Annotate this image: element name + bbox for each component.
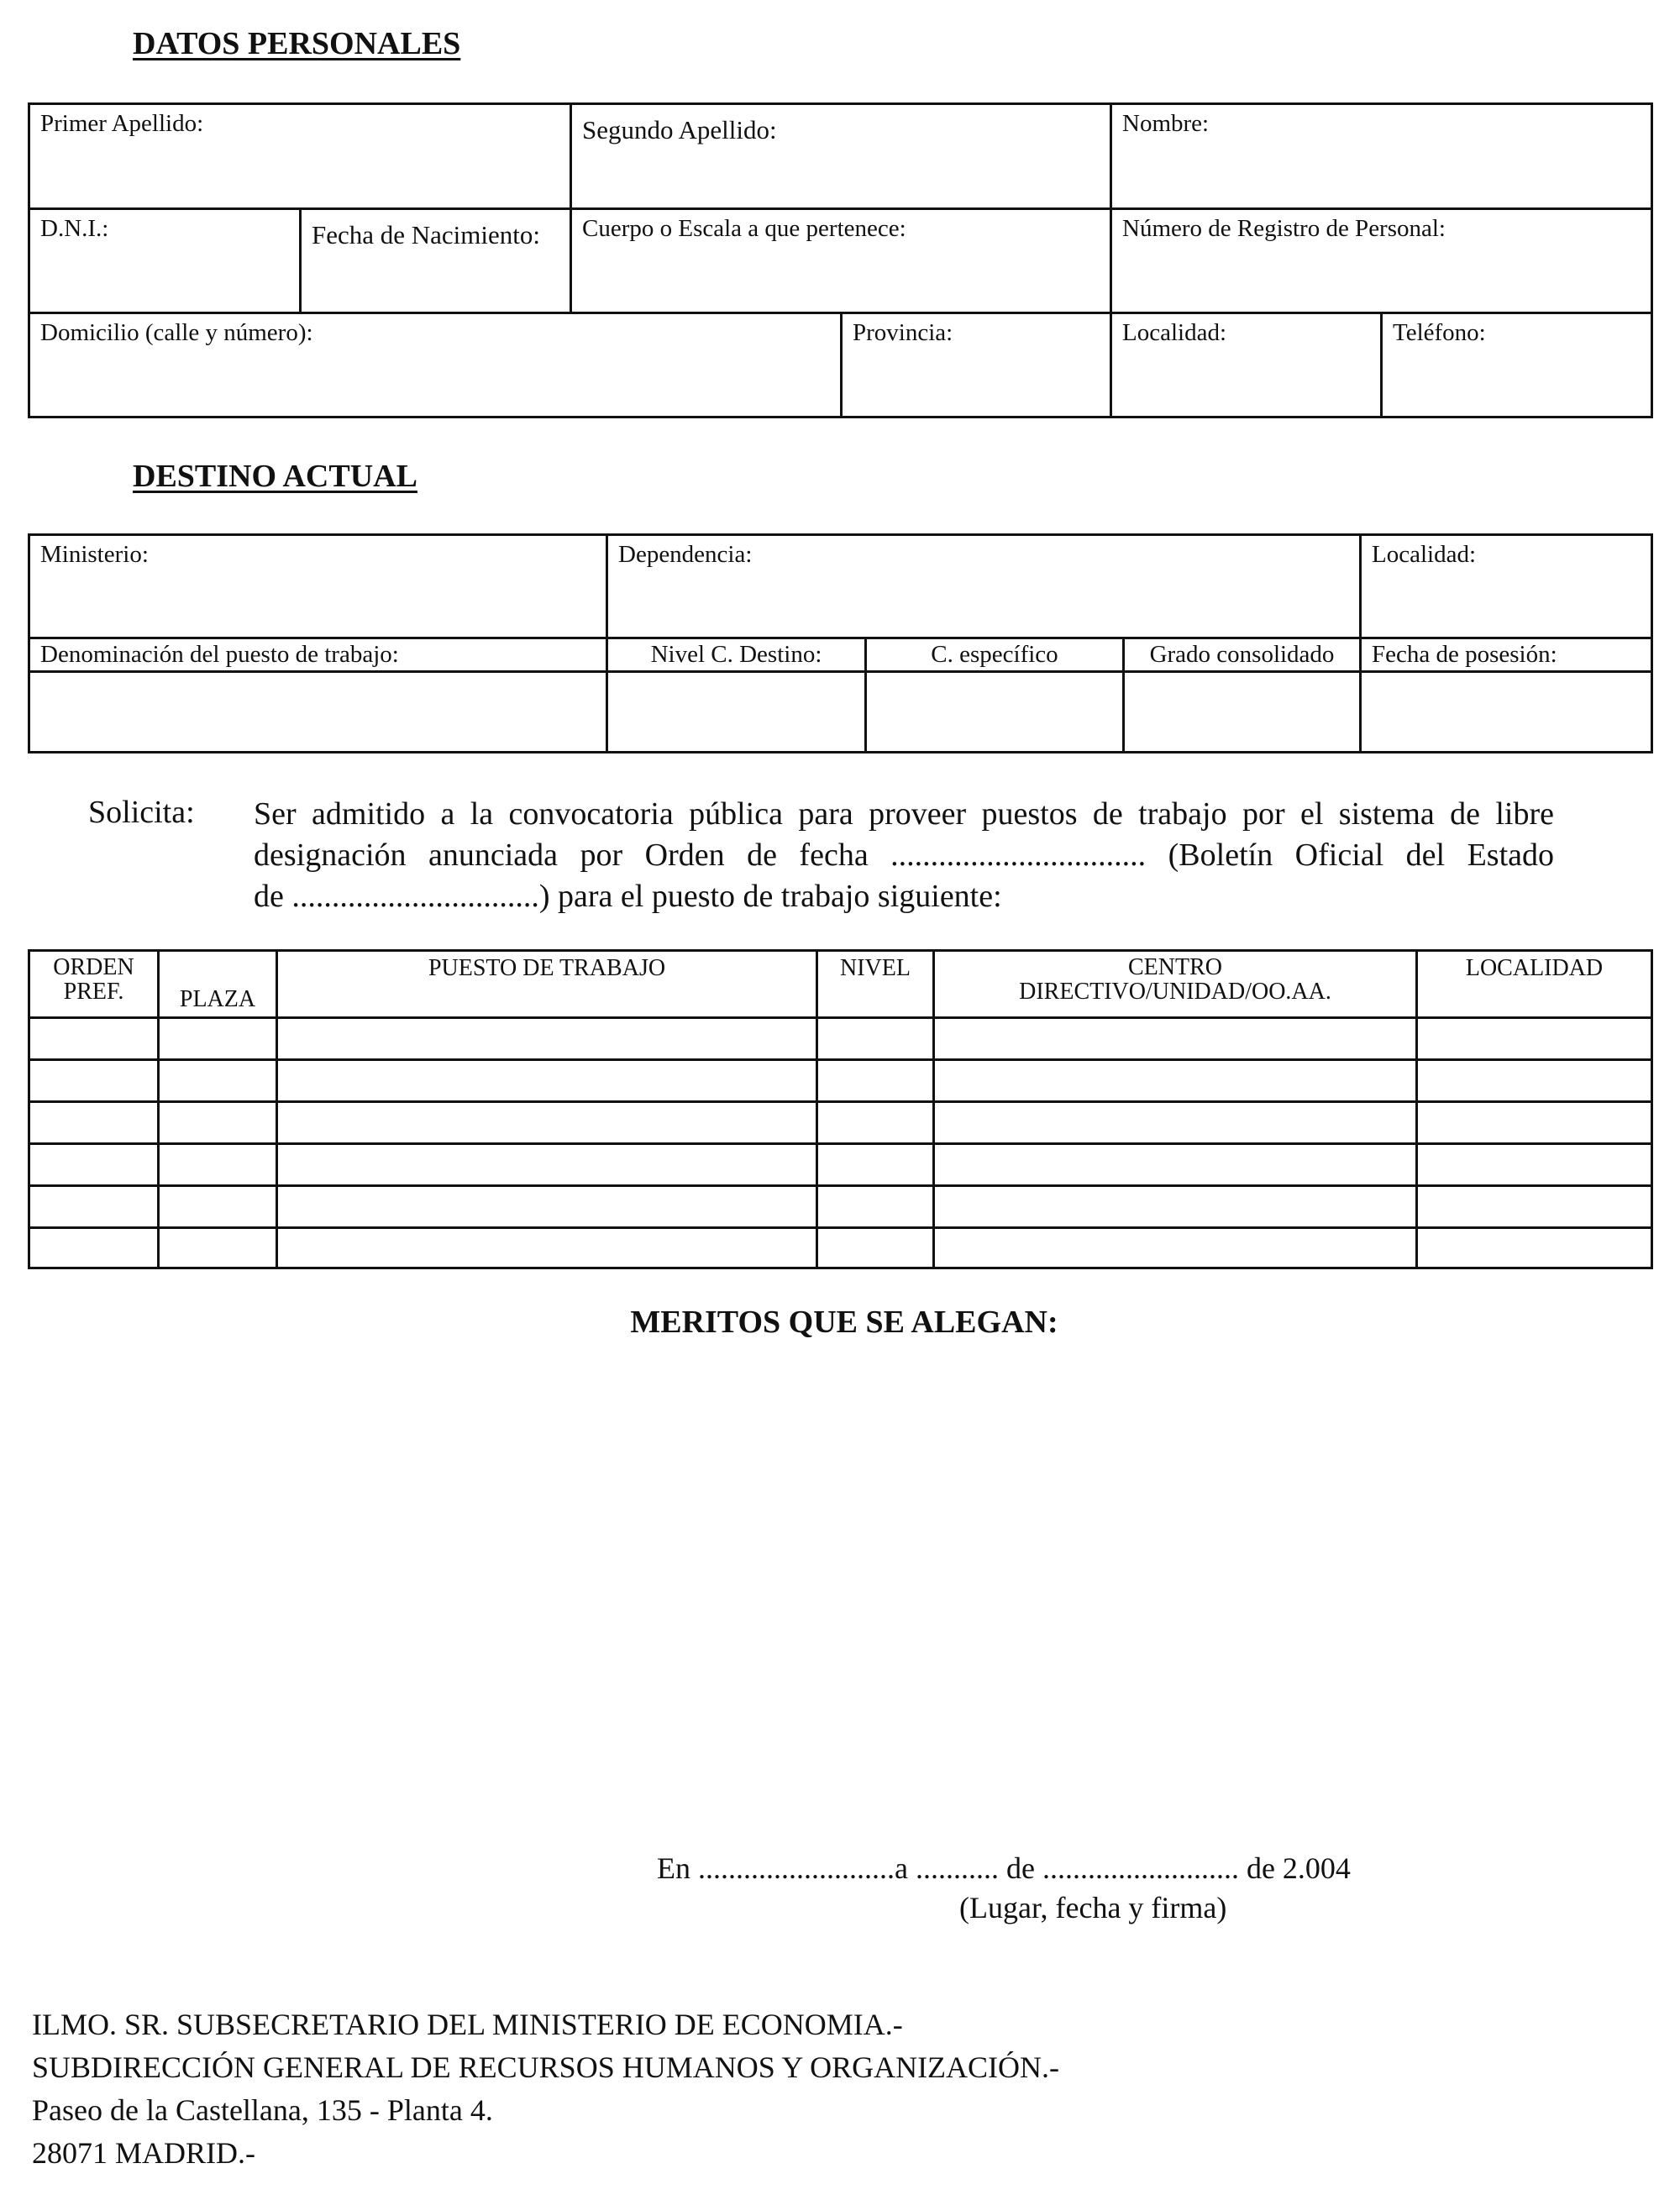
footer-line-2: SUBDIRECCIÓN GENERAL DE RECURSOS HUMANOS Y ORGANIZACIÓN.- — [32, 2050, 1060, 2084]
nivel-cell[interactable] — [817, 1060, 934, 1102]
puesto-cell[interactable] — [277, 1060, 817, 1102]
col-centro-header — [934, 951, 1417, 1018]
puesto-cell[interactable] — [277, 1102, 817, 1144]
nivel-cell[interactable] — [817, 1186, 934, 1228]
localidad-cell[interactable] — [1417, 1186, 1652, 1228]
orden-cell[interactable] — [29, 1144, 159, 1186]
plaza-cell[interactable] — [159, 1018, 277, 1060]
localidad-cell[interactable] — [1417, 1060, 1652, 1102]
solicita-text — [254, 794, 1554, 917]
localidad-destino-field[interactable] — [1361, 535, 1652, 638]
plaza-cell[interactable] — [159, 1102, 277, 1144]
dependencia-label: Dependencia: — [618, 541, 753, 568]
firma-caption: (Lugar, fecha y firma) — [959, 1891, 1227, 1924]
orden-cell[interactable] — [29, 1228, 159, 1268]
col-localidad-label: LOCALIDAD — [1465, 955, 1604, 981]
solicita-line-1: Ser admitido a la convocatoria pública para proveer puestos de trabajo por el sistema de libre — [254, 796, 1554, 832]
centro-cell[interactable] — [934, 1228, 1417, 1268]
solicita-label: Solicita: — [88, 795, 195, 830]
solicita-line-2: designación anunciada por Orden de fecha ................................ (Boletín Oficial del Estado — [254, 837, 1554, 873]
cuerpo-escala-field[interactable] — [571, 209, 1111, 313]
provincia-label: Provincia: — [853, 319, 953, 346]
localidad-cell[interactable] — [1417, 1018, 1652, 1060]
primer-apellido-field[interactable] — [29, 104, 571, 209]
nivel-destino-value[interactable] — [607, 672, 866, 753]
destino-actual-table — [28, 533, 1653, 753]
orden-cell[interactable] — [29, 1060, 159, 1102]
nivel-cell[interactable] — [817, 1102, 934, 1144]
c-especifico-label: C. específico — [931, 641, 1058, 668]
ministerio-label: Ministerio: — [40, 541, 149, 568]
localidad-label: Localidad: — [1122, 319, 1227, 346]
grado-consolidado-value[interactable] — [1124, 672, 1361, 753]
plaza-cell[interactable] — [159, 1186, 277, 1228]
meritos-area[interactable] — [17, 1361, 1663, 1831]
col-centro-label-1: CENTRO — [1128, 954, 1222, 980]
table-row — [29, 1018, 1652, 1060]
table-row — [29, 1144, 1652, 1186]
table-row — [29, 1186, 1652, 1228]
localidad-cell[interactable] — [1417, 1228, 1652, 1268]
localidad-destino-label: Localidad: — [1372, 541, 1477, 568]
localidad-cell[interactable] — [1417, 1102, 1652, 1144]
puestos-table — [28, 949, 1653, 1269]
nivel-destino-header — [607, 638, 866, 672]
col-puesto-header — [277, 951, 817, 1018]
col-puesto-label: PUESTO DE TRABAJO — [428, 955, 666, 981]
col-centro-label-2: DIRECTIVO/UNIDAD/OO.AA. — [1019, 979, 1331, 1005]
c-especifico-header — [866, 638, 1124, 672]
cuerpo-escala-label: Cuerpo o Escala a que pertenece: — [582, 215, 906, 242]
dependencia-field[interactable] — [607, 535, 1361, 638]
domicilio-field[interactable] — [29, 313, 842, 417]
nivel-cell[interactable] — [817, 1018, 934, 1060]
puesto-cell[interactable] — [277, 1144, 817, 1186]
col-nivel-label: NIVEL — [840, 955, 911, 981]
denominacion-value[interactable] — [29, 672, 607, 753]
puestos-header-row — [29, 951, 1652, 1018]
firma-line: En ..........................a ........... de .......................... de 2.004 — [657, 1851, 1351, 1885]
datos-personales-table — [28, 102, 1653, 418]
provincia-field[interactable] — [842, 313, 1111, 417]
footer-address — [32, 2003, 1059, 2175]
table-row — [29, 1102, 1652, 1144]
nombre-label: Nombre: — [1122, 110, 1210, 137]
plaza-cell[interactable] — [159, 1060, 277, 1102]
footer-line-1: ILMO. SR. SUBSECRETARIO DEL MINISTERIO DE ECONOMIA.- — [32, 2008, 903, 2041]
registro-personal-label: Número de Registro de Personal: — [1122, 215, 1446, 242]
datos-personales-heading: DATOS PERSONALES — [133, 26, 461, 61]
centro-cell[interactable] — [934, 1186, 1417, 1228]
col-orden-header — [29, 951, 159, 1018]
c-especifico-value[interactable] — [866, 672, 1124, 753]
col-orden-label-2: PREF. — [63, 979, 124, 1005]
col-plaza-label: PLAZA — [179, 985, 256, 1012]
fecha-posesion-label: Fecha de posesión: — [1372, 641, 1557, 668]
telefono-field[interactable] — [1382, 313, 1652, 417]
col-nivel-header — [817, 951, 934, 1018]
puesto-cell[interactable] — [277, 1186, 817, 1228]
nivel-cell[interactable] — [817, 1144, 934, 1186]
meritos-heading: MERITOS QUE SE ALEGAN: — [630, 1305, 1058, 1340]
destino-actual-heading: DESTINO ACTUAL — [133, 459, 417, 494]
col-orden-label-1: ORDEN — [53, 954, 134, 980]
col-plaza-header — [159, 951, 277, 1018]
centro-cell[interactable] — [934, 1144, 1417, 1186]
col-localidad-header — [1417, 951, 1652, 1018]
telefono-label: Teléfono: — [1393, 319, 1486, 346]
centro-cell[interactable] — [934, 1018, 1417, 1060]
footer-line-4: 28071 MADRID.- — [32, 2136, 255, 2170]
plaza-cell[interactable] — [159, 1228, 277, 1268]
grado-consolidado-label: Grado consolidado — [1149, 641, 1335, 668]
plaza-cell[interactable] — [159, 1144, 277, 1186]
domicilio-label: Domicilio (calle y número): — [40, 319, 313, 346]
solicita-line-3: de ...............................) para el puesto de trabajo siguiente: — [254, 879, 1002, 914]
nombre-field[interactable] — [1111, 104, 1652, 209]
fecha-posesion-header — [1361, 638, 1652, 672]
orden-cell[interactable] — [29, 1186, 159, 1228]
primer-apellido-label: Primer Apellido: — [40, 110, 204, 137]
dni-label: D.N.I.: — [40, 215, 109, 242]
localidad-cell[interactable] — [1417, 1144, 1652, 1186]
nivel-destino-label: Nivel C. Destino: — [650, 641, 822, 668]
segundo-apellido-label: Segundo Apellido: — [582, 115, 777, 144]
centro-cell[interactable] — [934, 1060, 1417, 1102]
nivel-cell[interactable] — [817, 1228, 934, 1268]
denominacion-header — [29, 638, 607, 672]
table-row — [29, 1228, 1652, 1268]
fecha-posesion-value[interactable] — [1361, 672, 1652, 753]
table-row — [29, 1060, 1652, 1102]
grado-consolidado-header — [1124, 638, 1361, 672]
denominacion-label: Denominación del puesto de trabajo: — [40, 641, 399, 668]
puesto-cell[interactable] — [277, 1018, 817, 1060]
dni-field[interactable] — [29, 209, 301, 313]
puesto-cell[interactable] — [277, 1228, 817, 1268]
localidad-field[interactable] — [1111, 313, 1382, 417]
registro-personal-field[interactable] — [1111, 209, 1652, 313]
orden-cell[interactable] — [29, 1102, 159, 1144]
footer-line-3: Paseo de la Castellana, 135 - Planta 4. — [32, 2093, 493, 2127]
fecha-nacimiento-label: Fecha de Nacimiento: — [312, 220, 541, 249]
orden-cell[interactable] — [29, 1018, 159, 1060]
centro-cell[interactable] — [934, 1102, 1417, 1144]
segundo-apellido-field[interactable] — [571, 104, 1111, 209]
fecha-nacimiento-field[interactable] — [301, 209, 571, 313]
ministerio-field[interactable] — [29, 535, 607, 638]
